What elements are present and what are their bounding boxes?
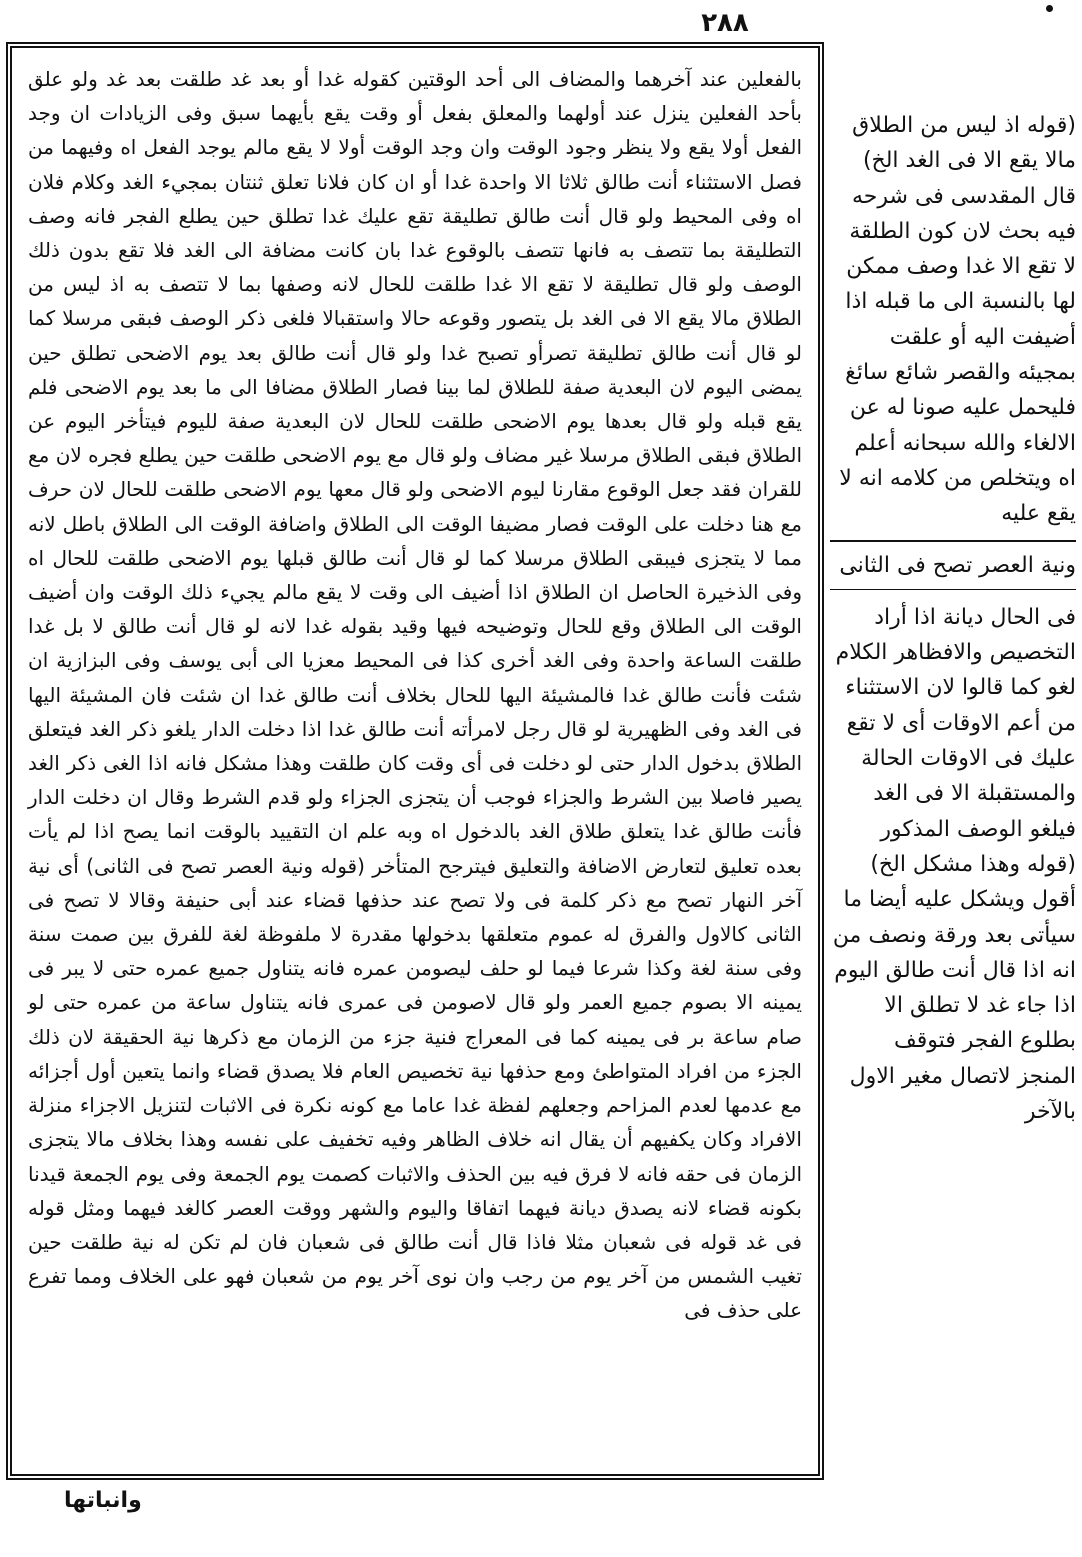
margin-note-2: فى الحال ديانة اذا أراد التخصيص والافظاهر الكلام لغو كما قالوا لان الاستثناء من أعم الاوقات أى لا تقع عليك فى الاوقات الحالة والمستقبلة الا فى الغد فيلغو الوصف المذكور (قوله وهذا مشكل الخ) أقول ويشكل عليه أيضا ما سيأتى بعد ورقة ونصف من انه اذا قال أنت طالق اليوم اذا جاء غد لا تطلق الا بطلوع الفجر فتوقف المنجز لاتصال مغير الاول بالآخر (832, 604, 1076, 1125)
main-commentary-text (28, 62, 802, 1328)
margin-note-1: (قوله اذ ليس من الطلاق مالا يقع الا فى الغد الخ) قال المقدسى فى شرحه فيه بحث لان كون الطلقة لا تقع الا غدا وصف ممكن لها بالنسبة الى ما قبله اذا أضيفت اليه أو علقت بمجيئه والقصر شائع سائغ فليحمل عليه صونا له عن الالغاء والله سبحانه أعلم اه ويتخلص من كلامه انه لا يقع عليه (839, 113, 1076, 527)
margin-divider-thin (830, 589, 1076, 590)
catchword: وانباتها (64, 1488, 142, 1513)
corner-dot (1046, 5, 1053, 12)
main-paragraph: بالفعلين عند آخرهما والمضاف الى أحد الوقتين كقوله غدا أو بعد غد طلقت بعد غد ولو علق بأحد الفعلين ينزل عند أولهما والمعلق بفعل أو وقت يقع بأيهما سبق وفى الزيادات ان وجد الفعل أولا يقع ولا ينظر وجود الوقت وان وجد الوقت أولا لا يقع مالم يوجد الفعل اه وفيهما من فصل الاستثناء أنت طالق ثلاثا الا واحدة غدا أو ان كان فلانا تعلق ثنتان بمجيء الغد وكلام فلان اه وفى المحيط ولو قال أنت طالق تطليقة تقع عليك غدا تطلق حين يطلع الفجر فانه وصف التطليقة بما تتصف به فانها تتصف بالوقوع غدا بان كانت مضافة الى الغد فلا تقع بدون ذلك الوصف ولو قال تطليقة لا تقع الا غدا طلقت للحال لانه وصفها بما لا تتصف به اذ ليس من الطلاق مالا يقع الا فى الغد بل يتصور وقوعه حالا واستقبالا فلغى ذكر الوصف فبقى مرسلا كما لو قال أنت طالق تطليقة تصرأو تصبح غدا ولو قال أنت طالق بعد يوم الاضحى تطلق حين يمضى اليوم لان البعدية صفة للطلاق لما بينا فصار الطلاق مضافا الى ما بعد يوم الاضحى فلم يقع قبله ولو قال بعدها يوم الاضحى طلقت للحال لان البعدية صفة لليوم فيتأخر اليوم عن الطلاق فبقى الطلاق مرسلا غير مضاف ولو قال مع يوم الاضحى طلقت حين يطلع فجره لان مع للقران فقد جعل الوقوع مقارنا ليوم الاضحى ولو قال معها يوم الاضحى طلقت للحال لان حرف مع هنا دخلت على الوقت فصار مضيفا الوقت الى الطلاق واضافة الوقت الى الطلاق باطل لانه مما لا يتجزى فيبقى الطلاق مرسلا كما لو قال أنت طالق قبلها يوم الاضحى طلقت للحال اه وفى الذخيرة الحاصل ان الطلاق اذا أضيف الى وقت لا يقع مالم يجيء ذلك الوقت وان أضيف الوقت الى الطلاق وقع للحال وتوضيحه فيها وقيد بقوله غدا لانه لو قال أنت طالق لا بل غدا طلقت الساعة واحدة وفى الغد أخرى كذا فى المحيط معزيا الى أبى يوسف وفى البزازية ان شئت فأنت طالق غدا فالمشيئة اليها للحال بخلاف أنت طالق غدا ان شئت فان المشيئة اليها فى الغد وفى الظهيرية لو قال رجل لامرأته أنت طالق غدا اذا دخلت الدار يلغو ذكر الغد فيتعلق الطلاق بدخول الدار حتى لو دخلت فى أى وقت كان طلقت وهذا مشكل فانه اذا الغى ذكر الغد يصير فاصلا بين الشرط والجزاء فوجب أن يتجزى الجزاء ولو قدم الشرط وقال ان دخلت الدار فأنت طالق غدا يتعلق طلاق الغد بالدخول اه وبه علم ان التقييد بالوقت انما يصح اذا لم يأت بعده تعليق لتعارض الاضافة والتعليق فيترجح المتأخر (قوله ونية العصر تصح فى الثانى) أى نية آخر النهار تصح مع ذكر كلمة فى ولا تصح عند حذفها قضاء عند أبى حنيفة وقالا لا تصح فى الثانى كالاول والفرق له عموم متعلقها بدخولها مقدرة لا ملفوظة لغة للفرق بين صمت سنة وفى سنة لغة وكذا شرعا فيما لو حلف ليصومن عمره فانه يتناول جميع عمره حتى لا يبر فى يمينه الا بصوم جميع العمر ولو قال لاصومن فى عمرى فانه يتناول ساعة من عمره حتى لو صام ساعة بر فى يمينه كما فى المعراج فنية جزء من الزمان مع ذكرها نية الحقيقة لان ذلك الجزء من افراد المتواطئ ومع حذفها نية تخصيص العام فلا يصدق قضاء وانما يتعين أول أجزائه مع عدمها لعدم المزاحم وجعلهم لفظة غدا عاما مع كونه نكرة فى الاثبات لتنزيل الاجزاء منزلة الافراد وكان يكفيهم أن يقال انه خلاف الظاهر وفيه تخفيف على نفسه وهذا بخلاف مالا يتجزى الزمان فى حقه فانه لا فرق فيه بين الحذف والاثبات كصمت يوم الجمعة وفى يوم الجمعة قيدنا بكونه قضاء لانه يصدق ديانة فيهما اتفاقا واليوم والشهر ووقت العصر كالغد فيهما ومثل قوله فى غد قوله فى شعبان مثلا فاذا قال أنت طالق فى شعبان فان لم تكن له نية طلقت حين تغيب الشمس من آخر يوم من رجب وان نوى آخر يوم من شعبان فهو على الخلاف ومما تفرع على حذف فى (28, 67, 802, 1323)
margin-note-2-heading: ونية العصر تصح فى الثانى (839, 552, 1076, 578)
margin-divider (830, 540, 1076, 542)
margin-notes-column (830, 108, 1076, 1129)
main-text-frame (6, 42, 824, 1480)
page-number: ٢٨٨ (701, 8, 749, 38)
